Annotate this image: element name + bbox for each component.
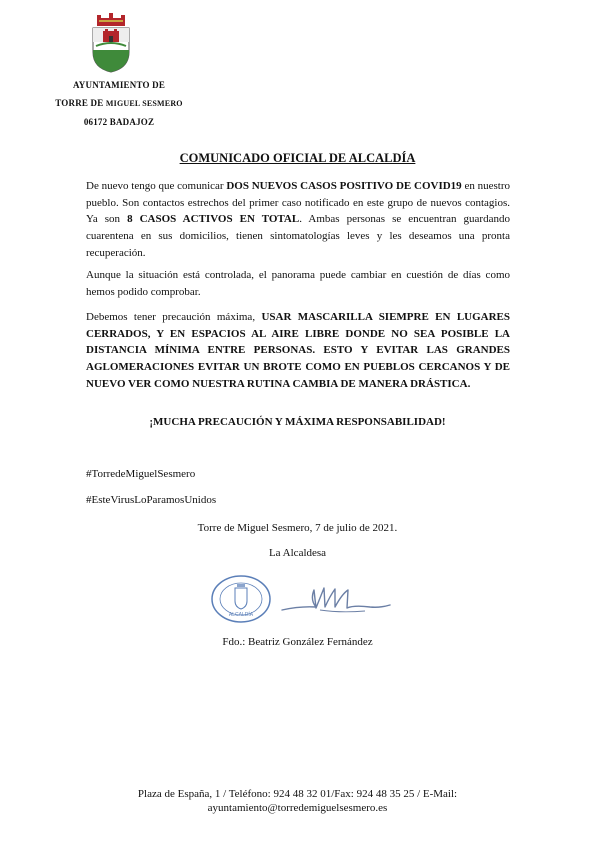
hashtag-unidos: #EsteVirusLoParamosUnidos bbox=[86, 494, 217, 506]
signer-role: La Alcaldesa bbox=[268, 547, 327, 559]
org-name-line2: TORRE DE MIGUEL SESMERO bbox=[55, 98, 183, 108]
footer-address-line: Plaza de España, 1 / Teléfono: 924 48 32 01/Fax: 924 48 35 25 / E-Mail: bbox=[137, 788, 458, 800]
footer-contact bbox=[0, 787, 595, 815]
municipal-coat-of-arms-icon bbox=[88, 12, 134, 74]
paragraph-precautions: Debemos tener precaución máxima, USAR MASCARILLA SIEMPRE EN LUGARES CERRADOS, Y EN ESPACIOS AL AIRE LIBRE DONDE NO SEA POSIBLE LA DISTANCIA MÍNIMA ENTRE PERSONAS. ESTO Y EVITAR LAS GRANDES AGLOMERACIONES EVITAR UN BROTE COMO EN PUEBLOS CERCANOS Y DE NUEVO VER COMO NUESTRA RUTINA CAMBIA DE MANERA DRÁSTICA. bbox=[86, 311, 510, 390]
hashtag-torre: #TorredeMiguelSesmero bbox=[86, 468, 196, 480]
closing-message: ¡MUCHA PRECAUCIÓN Y MÁXIMA RESPONSABILIDAD! bbox=[149, 416, 446, 428]
signed-by: Fdo.: Beatriz González Fernández bbox=[222, 636, 373, 648]
document-title: COMUNICADO OFICIAL DE ALCALDÍA bbox=[179, 151, 416, 165]
footer-email-line: ayuntamiento@torredemiguelsesmero.es bbox=[207, 802, 388, 814]
paragraph-situation: Aunque la situación está controlada, el panorama puede cambiar en cuestión de días como hemos podido comprobar. bbox=[86, 269, 510, 298]
org-name-line1: AYUNTAMIENTO DE bbox=[72, 80, 166, 90]
official-seal-stamp-icon bbox=[210, 574, 272, 624]
paragraph-new-cases: De nuevo tengo que comunicar DOS NUEVOS CASOS POSITIVO DE COVID19 en nuestro pueblo. Son contactos estrechos del primer caso notificado en este grupo de nuevos contagios. Ya son 8 CASOS ACTIVOS EN TOTAL. Ambas personas se encuentran guardando cuarentena en sus domicilios, tienen sintomatologías leves y les deseamos una pronta recuperación. bbox=[86, 180, 510, 259]
organization-header bbox=[34, 76, 204, 131]
document-date: Torre de Miguel Sesmero, 7 de julio de 2021. bbox=[197, 522, 398, 534]
handwritten-signature-icon bbox=[280, 580, 392, 620]
svg-text:ALCALDÍA: ALCALDÍA bbox=[228, 612, 254, 618]
org-postal-line: 06172 BADAJOZ bbox=[83, 117, 155, 127]
